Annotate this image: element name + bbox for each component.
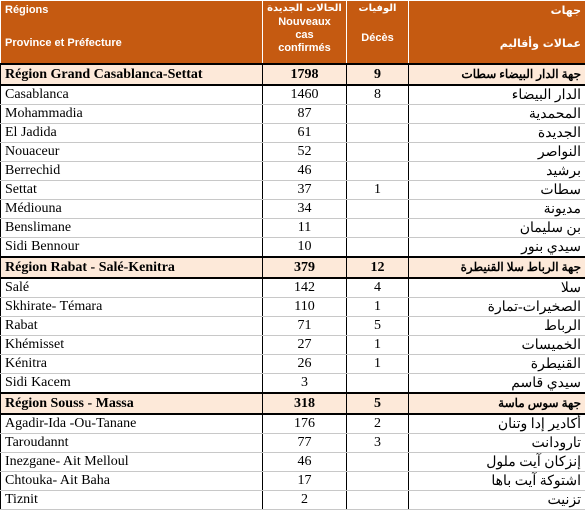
province-name-ar: القنيطرة: [409, 355, 585, 374]
province-deaths: 5: [347, 317, 409, 336]
province-cases: 176: [263, 414, 347, 434]
province-cases: 2: [263, 491, 347, 510]
province-name-fr: Sidi Kacem: [1, 374, 263, 394]
province-cases: 27: [263, 336, 347, 355]
header-deaths-fr: Décès: [361, 32, 394, 44]
province-deaths: 3: [347, 434, 409, 453]
province-cases: 142: [263, 278, 347, 298]
province-deaths: [347, 491, 409, 510]
province-cases: 61: [263, 124, 347, 143]
table-row: [1, 472, 585, 491]
province-cases: 71: [263, 317, 347, 336]
table-row: [1, 414, 585, 434]
table-row: [1, 434, 585, 453]
province-deaths: 1: [347, 181, 409, 200]
header-cases: [263, 1, 347, 65]
province-name-ar: سيدي بنور: [409, 238, 585, 258]
province-name-fr: El Jadida: [1, 124, 263, 143]
province-deaths: 1: [347, 336, 409, 355]
province-name-ar: الجديدة: [409, 124, 585, 143]
province-name-ar: أكادير إدا وتنان: [409, 414, 585, 434]
table-row: [1, 374, 585, 394]
province-name-ar: سطات: [409, 181, 585, 200]
header-deaths: [347, 1, 409, 65]
province-cases: 26: [263, 355, 347, 374]
province-deaths: [347, 219, 409, 238]
province-cases: 17: [263, 472, 347, 491]
region-row: [1, 393, 585, 414]
table-row: [1, 105, 585, 124]
region-cases: 318: [263, 393, 347, 414]
province-name-ar: الصخيرات-تمارة: [409, 298, 585, 317]
header-region-province-fr: [1, 1, 263, 65]
header-cases-fr-3: confirmés: [278, 42, 331, 54]
province-name-ar: الدار البيضاء: [409, 85, 585, 105]
region-row: [1, 257, 585, 278]
table-row: [1, 453, 585, 472]
region-row: [1, 64, 585, 85]
province-cases: 1460: [263, 85, 347, 105]
province-deaths: [347, 124, 409, 143]
province-name-ar: إنزكان آيت ملول: [409, 453, 585, 472]
province-deaths: [347, 162, 409, 181]
province-cases: 87: [263, 105, 347, 124]
header-cases-fr-2: cas: [295, 29, 314, 41]
table-row: [1, 162, 585, 181]
table-row: [1, 336, 585, 355]
province-cases: 3: [263, 374, 347, 394]
header-region-fr: Régions: [5, 4, 49, 16]
header-deaths-ar: الوفيات: [358, 3, 397, 14]
province-name-ar: برشيد: [409, 162, 585, 181]
province-name-fr: Chtouka- Ait Baha: [1, 472, 263, 491]
province-name-ar: الرباط: [409, 317, 585, 336]
province-deaths: [347, 472, 409, 491]
province-cases: 77: [263, 434, 347, 453]
table-row: [1, 181, 585, 200]
province-name-fr: Agadir-Ida -Ou-Tanane: [1, 414, 263, 434]
province-name-ar: مديونة: [409, 200, 585, 219]
province-name-fr: Rabat: [1, 317, 263, 336]
region-deaths: 12: [347, 257, 409, 278]
region-deaths: 5: [347, 393, 409, 414]
province-name-fr: Tiznit: [1, 491, 263, 510]
header-province-fr: Province et Préfecture: [5, 37, 122, 49]
province-cases: 110: [263, 298, 347, 317]
province-deaths: [347, 453, 409, 472]
province-cases: 34: [263, 200, 347, 219]
table-row: [1, 298, 585, 317]
province-name-fr: Nouaceur: [1, 143, 263, 162]
header-region-ar: جهات: [550, 4, 581, 17]
province-name-ar: سلا: [409, 278, 585, 298]
region-name-ar: جهة الرباط سلا القنيطرة: [409, 257, 585, 278]
region-deaths: 9: [347, 64, 409, 85]
province-deaths: 8: [347, 85, 409, 105]
province-name-fr: Médiouna: [1, 200, 263, 219]
header-cases-ar: الحالات الجديدة: [267, 3, 342, 14]
table-row: [1, 278, 585, 298]
region-cases: 379: [263, 257, 347, 278]
region-name-ar: جهة سوس ماسة: [409, 393, 585, 414]
table-row: [1, 355, 585, 374]
province-name-ar: تارودانت: [409, 434, 585, 453]
province-name-ar: النواصر: [409, 143, 585, 162]
province-name-fr: Mohammadia: [1, 105, 263, 124]
province-deaths: [347, 374, 409, 394]
header-cases-fr-1: Nouveaux: [278, 16, 331, 28]
region-name-ar: جهة الدار البيضاء سطات: [409, 64, 585, 85]
province-cases: 52: [263, 143, 347, 162]
province-deaths: 1: [347, 355, 409, 374]
province-name-fr: Kénitra: [1, 355, 263, 374]
province-deaths: [347, 143, 409, 162]
province-deaths: [347, 105, 409, 124]
table-row: [1, 317, 585, 336]
header-region-province-ar: [409, 1, 585, 65]
province-name-fr: Taroudannt: [1, 434, 263, 453]
table-row: [1, 85, 585, 105]
province-name-fr: Casablanca: [1, 85, 263, 105]
table-header: [1, 1, 585, 65]
province-name-fr: Salé: [1, 278, 263, 298]
table-row: [1, 143, 585, 162]
province-name-ar: تزنيت: [409, 491, 585, 510]
province-name-fr: Skhirate- Témara: [1, 298, 263, 317]
province-name-fr: Berrechid: [1, 162, 263, 181]
province-name-ar: المحمدية: [409, 105, 585, 124]
province-deaths: [347, 238, 409, 258]
province-name-fr: Benslimane: [1, 219, 263, 238]
province-cases: 11: [263, 219, 347, 238]
province-name-fr: Khémisset: [1, 336, 263, 355]
region-cases: 1798: [263, 64, 347, 85]
province-name-ar: بن سليمان: [409, 219, 585, 238]
province-name-ar: الخميسات: [409, 336, 585, 355]
province-name-fr: Settat: [1, 181, 263, 200]
table-row: [1, 200, 585, 219]
province-deaths: 1: [347, 298, 409, 317]
province-cases: 10: [263, 238, 347, 258]
province-deaths: 2: [347, 414, 409, 434]
region-name-fr: Région Rabat - Salé-Kenitra: [1, 257, 263, 278]
province-name-fr: Inezgane- Ait Melloul: [1, 453, 263, 472]
province-cases: 46: [263, 162, 347, 181]
table-row: [1, 238, 585, 258]
region-name-fr: Région Grand Casablanca-Settat: [1, 64, 263, 85]
province-cases: 37: [263, 181, 347, 200]
table-row: [1, 219, 585, 238]
header-province-ar: عمالات وأقاليم: [499, 37, 581, 50]
province-name-fr: Sidi Bennour: [1, 238, 263, 258]
region-name-fr: Région Souss - Massa: [1, 393, 263, 414]
table-row: [1, 124, 585, 143]
province-name-ar: سيدي قاسم: [409, 374, 585, 394]
province-deaths: 4: [347, 278, 409, 298]
province-name-ar: اشتوكة آيت باها: [409, 472, 585, 491]
province-cases: 46: [263, 453, 347, 472]
table-row: [1, 491, 585, 510]
province-deaths: [347, 200, 409, 219]
